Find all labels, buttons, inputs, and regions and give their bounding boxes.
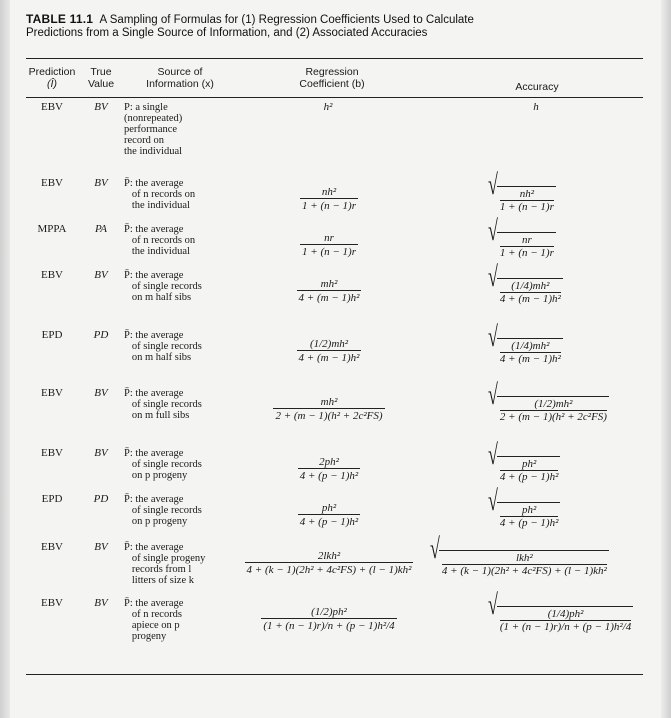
prediction-cell: EBV <box>41 541 63 553</box>
regression-denominator: 1 + (n − 1)r <box>302 246 356 258</box>
regression-numerator: ph² <box>321 502 337 514</box>
table-caption-line2: Predictions from a Single Source of Information, and (2) Associated Accuracies <box>26 27 428 39</box>
regression-denominator: (1 + (n − 1)r)/n + (p − 1)h²/4 <box>263 620 395 632</box>
true-value-cell: BV <box>94 541 108 553</box>
source-cell: P̄: the average of single progeny records from l litters of size k <box>124 542 206 586</box>
source-cell: P̄: the average of single records on m full sibs <box>124 388 202 421</box>
regression-numerator: (1/2)mh² <box>309 338 349 350</box>
regression-denominator: 4 + (k − 1)(2h² + 4c²FS) + (l − 1)kh² <box>246 564 412 576</box>
accuracy-sqrt <box>488 214 556 259</box>
table-caption-line1: A Sampling of Formulas for (1) Regression Coefficients Used to Calculate <box>99 14 474 26</box>
prediction-cell: MPPA <box>37 223 67 235</box>
accuracy-denominator: 2 + (m − 1)(h² + 2c²FS) <box>499 411 607 423</box>
radical-sign: √ <box>488 320 498 353</box>
header-true-value: True Value <box>87 66 115 90</box>
accuracy-denominator: (1 + (n − 1)r)/n + (p − 1)h²/4 <box>499 621 632 633</box>
source-cell: P̄: the average of n records apiece on p progeny <box>124 598 184 642</box>
regression-fraction <box>234 606 424 632</box>
regression-fraction <box>234 232 424 258</box>
true-value-cell: BV <box>94 269 108 281</box>
accuracy-numerator: nr <box>521 234 532 246</box>
source-cell: P̄: the average of single records on m half sibs <box>124 270 202 303</box>
bottom-rule <box>26 674 643 675</box>
source-cell: P̄: the average of single records on p progeny <box>124 494 202 527</box>
source-cell: P̄: the average of n records on the individual <box>124 178 196 211</box>
prediction-cell: EBV <box>41 177 63 189</box>
header-regression: Regression Coefficient (b) <box>299 66 365 90</box>
regression-fraction <box>234 502 424 528</box>
top-rule <box>26 58 643 59</box>
regression-denominator: 4 + (m − 1)h² <box>298 292 360 304</box>
true-value-cell: BV <box>94 101 108 113</box>
accuracy-numerator: ph² <box>521 504 537 516</box>
table-title <box>26 13 646 40</box>
true-value-cell: BV <box>94 387 108 399</box>
accuracy-cell: h <box>533 101 539 113</box>
radical-sign: √ <box>488 260 498 293</box>
accuracy-numerator: (1/2)mh² <box>534 398 573 410</box>
regression-numerator: nr <box>324 232 334 244</box>
source-cell: P: a single (nonrepeated) performance record on the individual <box>124 102 183 157</box>
prediction-cell: EBV <box>41 101 63 113</box>
accuracy-denominator: 1 + (n − 1)r <box>499 247 554 259</box>
regression-numerator: nh² <box>321 186 337 198</box>
accuracy-denominator: 4 + (p − 1)h² <box>499 517 559 529</box>
radical-sign: √ <box>488 214 498 247</box>
regression-denominator: 1 + (n − 1)r <box>302 200 356 212</box>
radical-sign: √ <box>488 588 498 621</box>
prediction-cell: EBV <box>41 387 63 399</box>
radical-sign: √ <box>488 378 498 411</box>
accuracy-sqrt <box>488 378 609 423</box>
radical-sign: √ <box>430 532 440 565</box>
prediction-cell: EBV <box>41 269 63 281</box>
prediction-cell: EPD <box>41 493 63 505</box>
accuracy-sqrt <box>488 484 560 529</box>
regression-numerator: (1/2)ph² <box>311 606 347 618</box>
radical-sign: √ <box>488 484 498 517</box>
true-value-cell: BV <box>94 447 108 459</box>
source-cell: P̄: the average of single records on m half sibs <box>124 330 202 363</box>
regression-fraction <box>234 456 424 482</box>
accuracy-sqrt <box>430 532 609 577</box>
page-right-edge <box>661 0 671 718</box>
regression-fraction <box>234 186 424 212</box>
true-value-cell: PA <box>94 223 108 235</box>
accuracy-denominator: 4 + (m − 1)h² <box>499 353 561 365</box>
accuracy-denominator: 1 + (n − 1)r <box>499 201 554 213</box>
header-accuracy: Accuracy <box>515 81 559 93</box>
regression-fraction <box>234 338 424 364</box>
header-rule <box>26 97 643 98</box>
accuracy-sqrt <box>488 260 563 305</box>
accuracy-numerator: lkh² <box>515 552 533 564</box>
accuracy-denominator: 4 + (p − 1)h² <box>499 471 559 483</box>
regression-fraction <box>234 396 424 422</box>
accuracy-numerator: (1/4)mh² <box>511 340 550 352</box>
radical-sign: √ <box>488 438 498 471</box>
regression-numerator: mh² <box>320 396 338 408</box>
source-cell: P̄: the average of single records on p progeny <box>124 448 202 481</box>
true-value-cell: PD <box>93 493 109 505</box>
regression-numerator: mh² <box>320 278 338 290</box>
page-left-edge <box>0 0 10 718</box>
accuracy-denominator: 4 + (k − 1)(2h² + 4c²FS) + (l − 1)kh² <box>441 565 607 577</box>
regression-fraction <box>234 550 424 576</box>
prediction-cell: EBV <box>41 447 63 459</box>
radical-sign: √ <box>488 168 498 201</box>
true-value-cell: PD <box>93 329 109 341</box>
accuracy-numerator: nh² <box>519 188 535 200</box>
accuracy-sqrt <box>488 438 560 483</box>
accuracy-numerator: (1/4)ph² <box>547 608 584 620</box>
regression-denominator: 4 + (m − 1)h² <box>298 352 360 364</box>
accuracy-numerator: (1/4)mh² <box>511 280 550 292</box>
source-cell: P̄: the average of n records on the individual <box>124 224 196 257</box>
regression-denominator: 4 + (p − 1)h² <box>299 470 359 482</box>
table-label: TABLE 11.1 <box>26 12 94 26</box>
true-value-cell: BV <box>94 177 108 189</box>
header-source: Source of Information (x) <box>146 66 214 90</box>
regression-numerator: 2ph² <box>319 456 339 468</box>
regression-fraction <box>234 278 424 304</box>
true-value-cell: BV <box>94 597 108 609</box>
accuracy-sqrt <box>488 588 633 633</box>
regression-cell: h² <box>323 101 333 113</box>
header-prediction: Prediction (Î) <box>28 66 76 90</box>
accuracy-numerator: ph² <box>521 458 537 470</box>
prediction-cell: EPD <box>41 329 63 341</box>
regression-denominator: 4 + (p − 1)h² <box>299 516 359 528</box>
accuracy-sqrt <box>488 168 556 213</box>
accuracy-denominator: 4 + (m − 1)h² <box>499 293 561 305</box>
accuracy-sqrt <box>488 320 563 365</box>
regression-denominator: 2 + (m − 1)(h² + 2c²FS) <box>275 410 383 422</box>
prediction-cell: EBV <box>41 597 63 609</box>
regression-numerator: 2lkh² <box>317 550 341 562</box>
